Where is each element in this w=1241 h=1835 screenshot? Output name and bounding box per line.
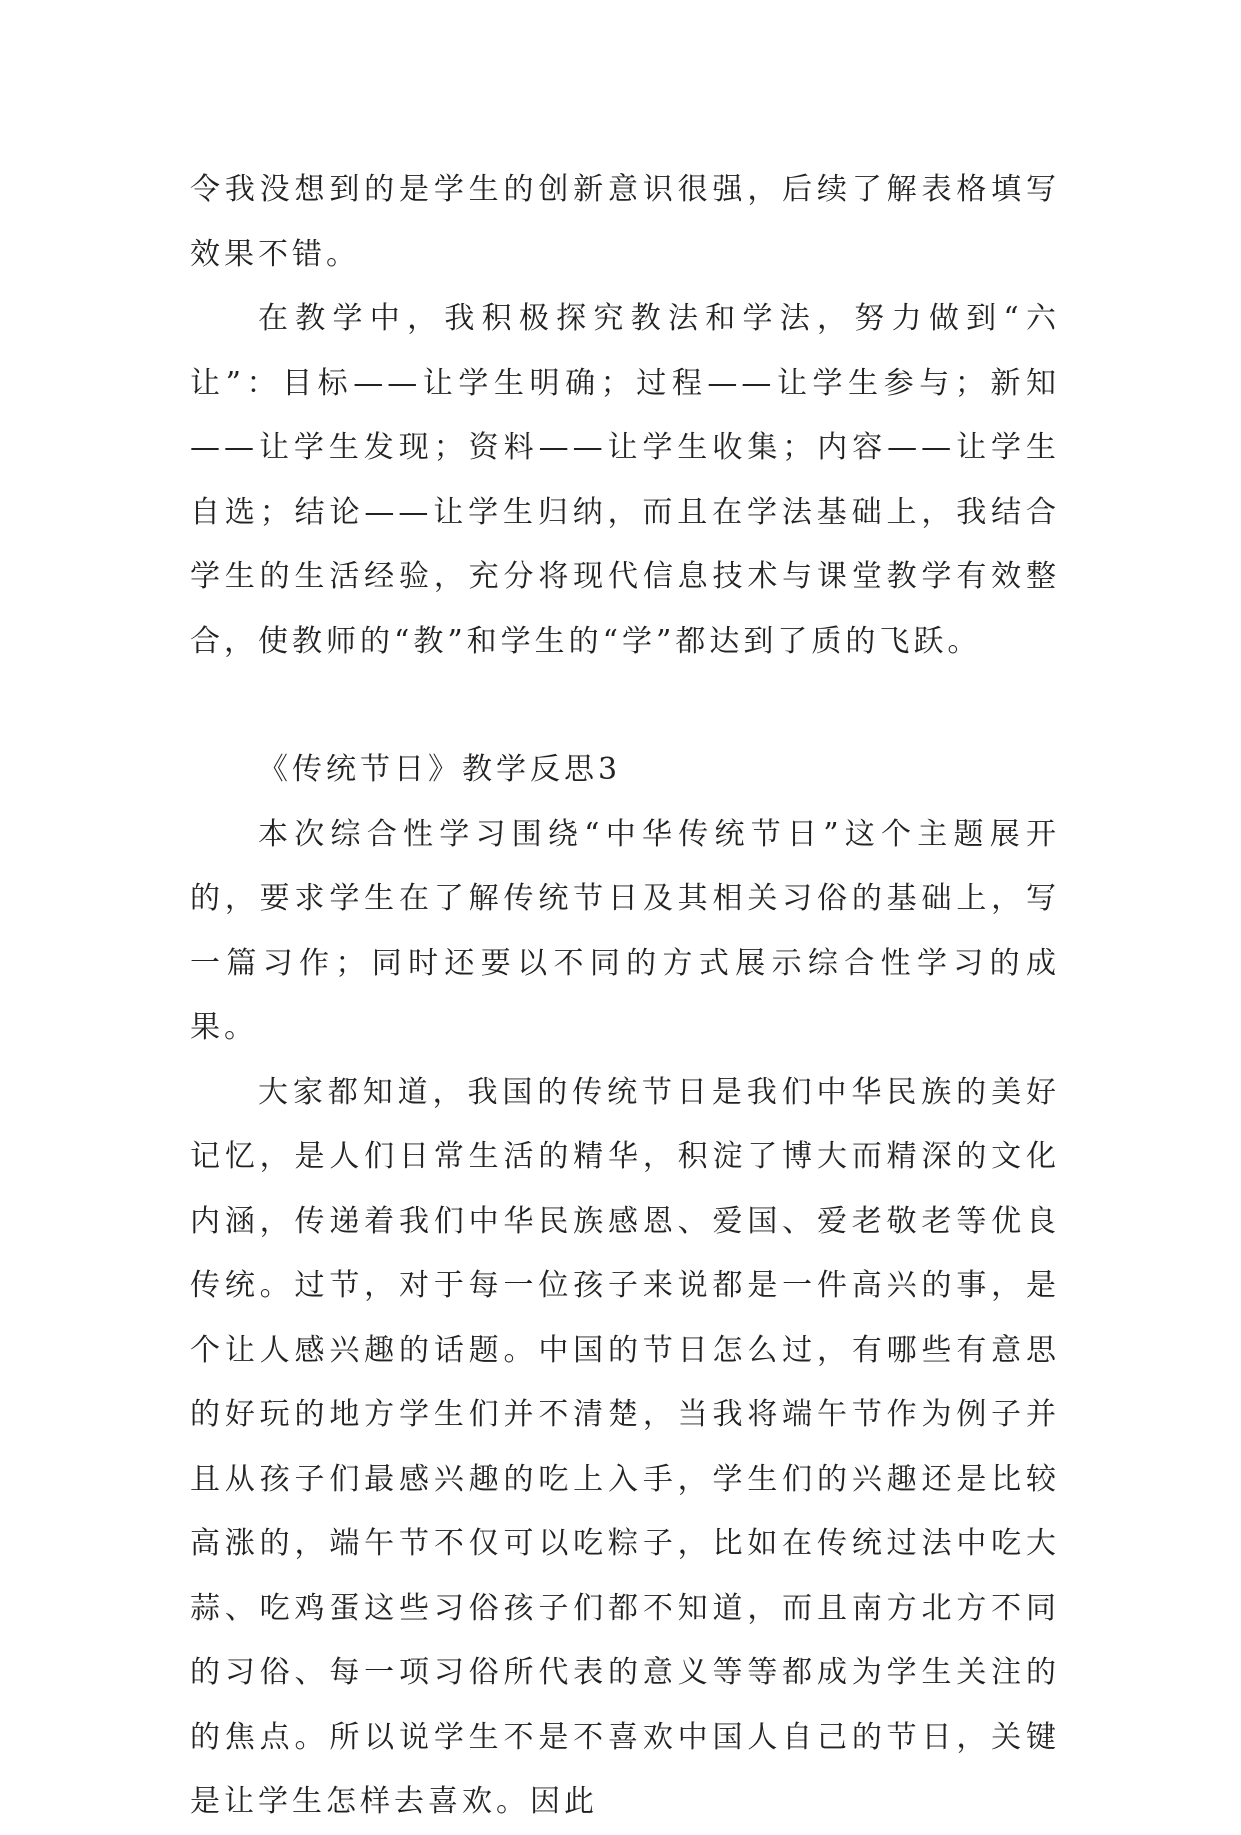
paragraph-discussion: 大家都知道，我国的传统节日是我们中华民族的美好记忆，是人们日常生活的精华，积淀了博大而精深的文化内涵，传递着我们中华民族感恩、爱国、爱老敬老等优良传统。过节，对于每一位孩子来说都是一件高兴的事，是个让人感兴趣的话题。中国的节日怎么过，有哪些有意思的好玩的地方学生们并不清楚，当我将端午节作为例子并且从孩子们最感兴趣的吃上入手，学生们的兴趣还是比较高涨的，端午节不仅可以吃粽子，比如在传统过法中吃大蒜、吃鸡蛋这些习俗孩子们都不知道，而且南方北方不同的习俗、每一项习俗所代表的意义等等都成为学生关注的的焦点。所以说学生不是不喜欢中国人自己的节日，关键是让学生怎样去喜欢。因此 [190, 1074, 1060, 1819]
document-body [190, 158, 1060, 1835]
paragraph-continuation: 令我没想到的是学生的创新意识很强，后续了解表格填写效果不错。 [190, 172, 1060, 272]
section-gap [190, 674, 1060, 738]
section-title: 《传统节日》教学反思3 [258, 752, 622, 787]
paragraph-six-rang: 在教学中，我积极探究教法和学法，努力做到“六让”：目标——让学生明确；过程——让学生参与；新知——让学生发现；资料——让学生收集；内容——让学生自选；结论——让学生归纳，而且在学法基础上，我结合学生的生活经验，充分将现代信息技术与课堂教学有效整合，使教师的“教”和学生的“学”都达到了质的飞跃。 [190, 301, 1060, 659]
paragraph-intro: 本次综合性学习围绕“中华传统节日”这个主题展开的，要求学生在了解传统节日及其相关习俗的基础上，写一篇习作；同时还要以不同的方式展示综合性学习的成果。 [190, 816, 1060, 1045]
